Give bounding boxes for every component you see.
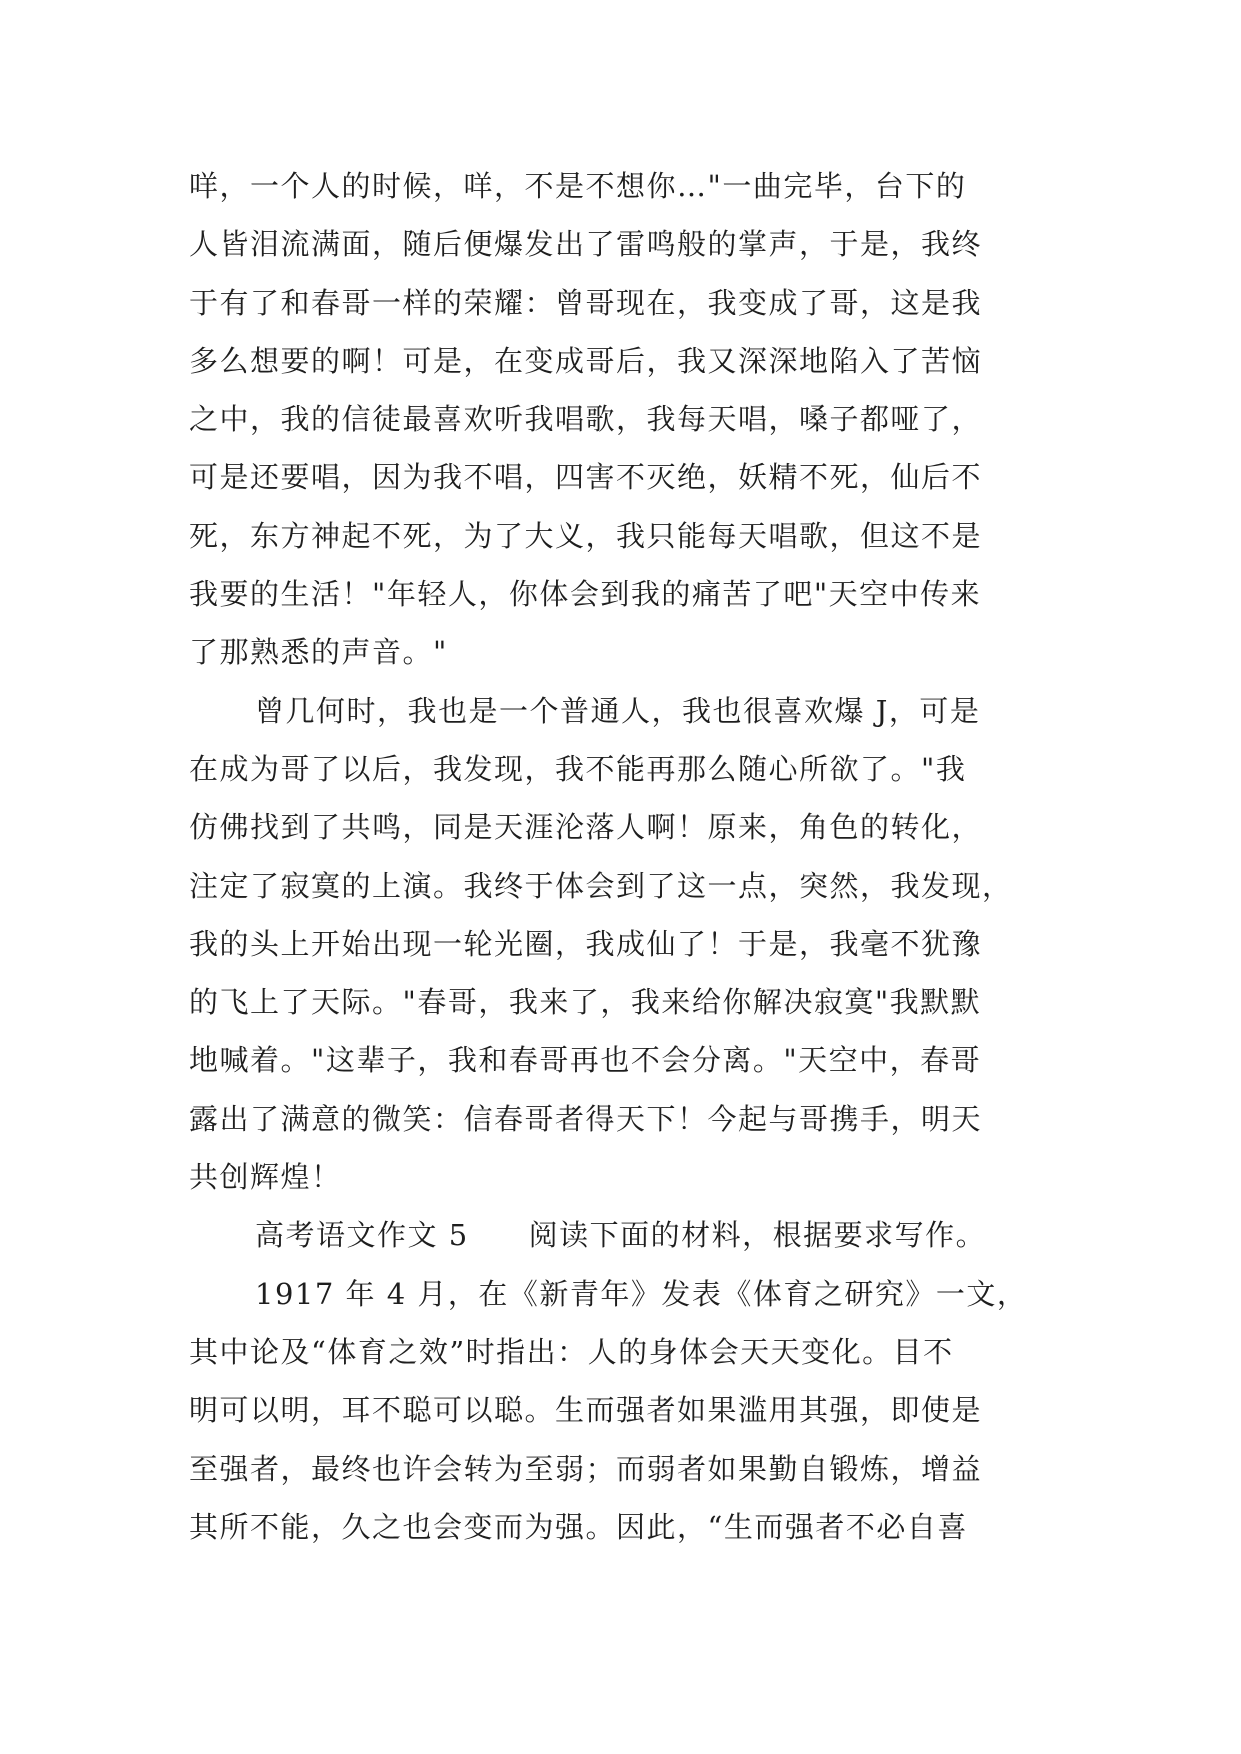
body-text (189, 157, 1069, 1556)
text-line: 死，东方神起不死，为了大义，我只能每天唱歌，但这不是 (189, 518, 983, 553)
text-line: 其中论及“体育之效”时指出：人的身体会天天变化。目不 (189, 1334, 954, 1369)
text-line-paragraph-start: 1917 年 4 月，在《新青年》发表《体育之研究》一文， (255, 1276, 1028, 1311)
text-line: 共创辉煌！ (189, 1160, 342, 1195)
text-line: 了那熟悉的声音。" (189, 635, 448, 670)
section-heading: 高考语文作文 5 (255, 1218, 469, 1253)
text-line: 仿佛找到了共鸣，同是天涯沦落人啊！原来，角色的转化， (189, 810, 983, 845)
text-line: 人皆泪流满面，随后便爆发出了雷鸣般的掌声，于是，我终 (189, 227, 983, 262)
text-line: 于有了和春哥一样的荣耀：曾哥现在，我变成了哥，这是我 (189, 285, 983, 320)
text-line: 的飞上了天际。"春哥，我来了，我来给你解决寂寞"我默默 (189, 985, 982, 1020)
text-line: 在成为哥了以后，我发现，我不能再那么随心所欲了。"我 (189, 751, 967, 786)
text-line: 注定了寂寞的上演。我终于体会到了这一点，突然，我发现， (189, 868, 1013, 903)
text-line: 地喊着。"这辈子，我和春哥再也不会分离。"天空中，春哥 (189, 1043, 982, 1078)
text-line: 咩，一个人的时候，咩，不是不想你…"一曲完毕，台下的 (189, 169, 967, 203)
text-line: 之中，我的信徒最喜欢听我唱歌，我每天唱，嗓子都哑了， (189, 402, 983, 437)
text-line: 我要的生活！"年轻人，你体会到我的痛苦了吧"天空中传来 (189, 577, 982, 612)
text-line: 明可以明，耳不聪可以聪。生而强者如果滥用其强，即使是 (189, 1393, 983, 1428)
text-line: 至强者，最终也许会转为至弱；而弱者如果勤自锻炼，增益 (189, 1451, 983, 1486)
text-line: 多么想要的啊！可是，在变成哥后，我又深深地陷入了苦恼 (189, 343, 983, 378)
section-prompt: 阅读下面的材料，根据要求写作。 (528, 1218, 987, 1253)
text-line: 其所不能，久之也会变而为强。因此，“生而强者不必自喜 (189, 1509, 968, 1544)
text-line-paragraph-start: 曾几何时，我也是一个普通人，我也很喜欢爆 J，可是 (255, 693, 981, 728)
section-heading-line (189, 1206, 1069, 1264)
text-line: 露出了满意的微笑：信春哥者得天下！今起与哥携手，明天 (189, 1101, 983, 1136)
text-line: 可是还要唱，因为我不唱，四害不灭绝，妖精不死，仙后不 (189, 460, 983, 495)
text-line: 我的头上开始出现一轮光圈，我成仙了！于是，我毫不犹豫 (189, 926, 983, 961)
